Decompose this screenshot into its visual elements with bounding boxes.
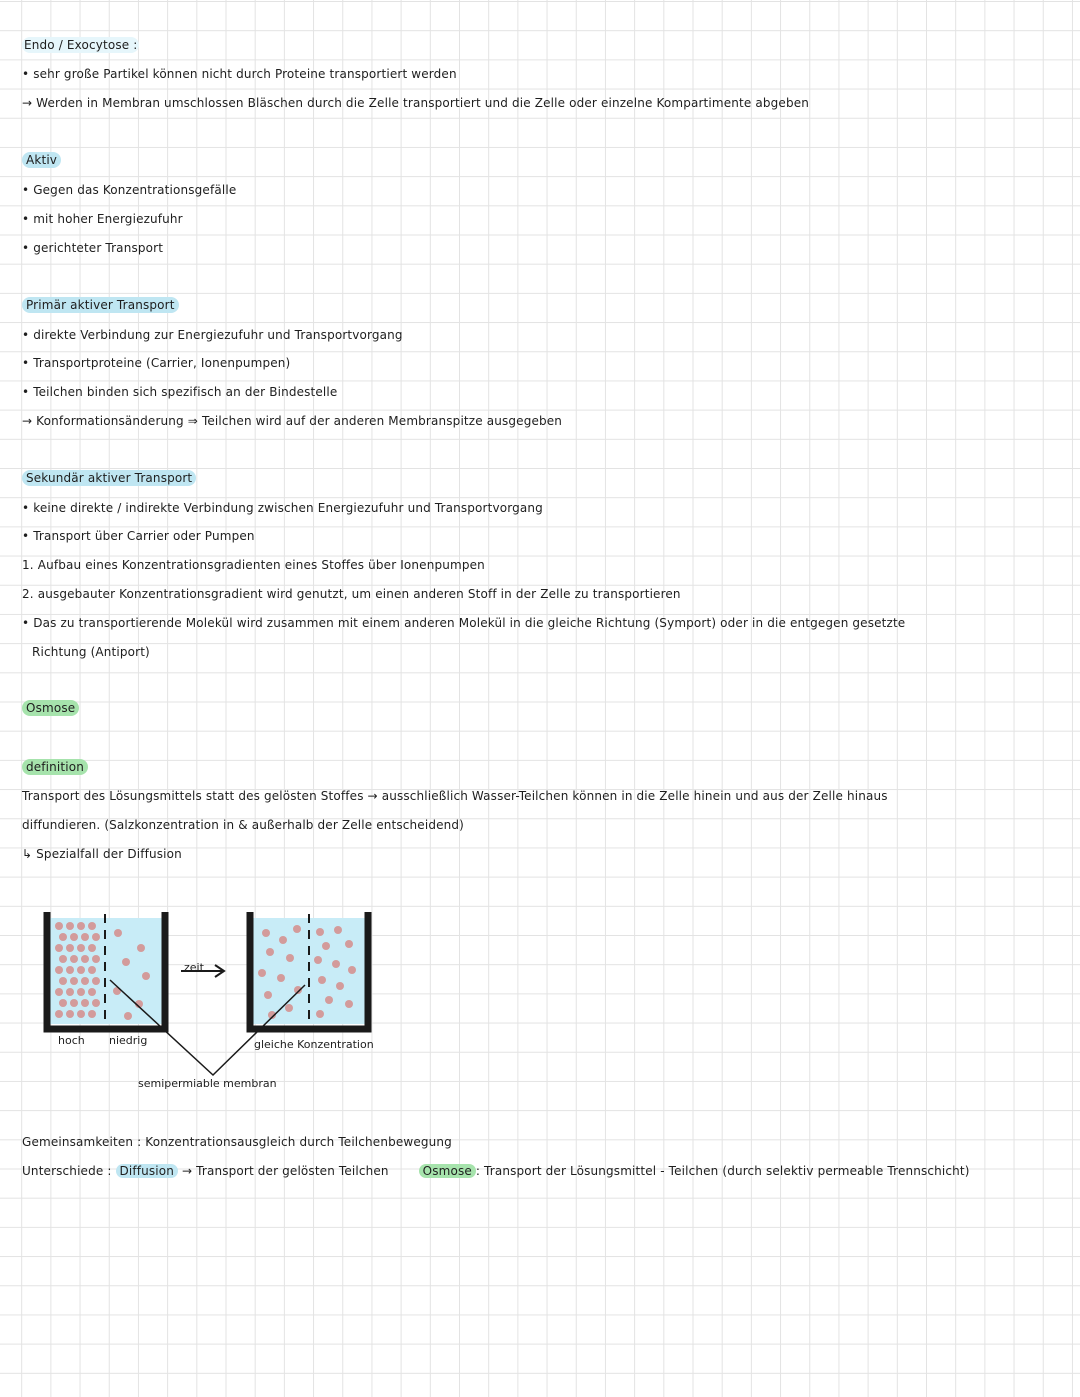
particle [285,1004,293,1012]
particle [70,999,78,1007]
particle [316,928,324,936]
section-heading-aktiv: Aktiv [22,152,61,168]
particle [124,1012,132,1020]
aktiv-item-2: • mit hoher Energiezufuhr [22,212,183,226]
particle [59,955,67,963]
osmose-highlight: Osmose [419,1164,476,1178]
particle [322,942,330,950]
endo-line-2: → Werden in Membran umschlossen Bläschen durch die Zelle transportiert und die Zelle oder einzelne Kompartimente abgeben [22,96,810,110]
section-heading-osmose: Osmose [22,700,79,716]
arrow-label-zeit: zeit [184,961,204,974]
particle [314,956,322,964]
gemeinsamkeiten-label: Gemeinsamkeiten : [22,1135,142,1149]
particle [55,1010,63,1018]
sekundaer-item-3: 1. Aufbau eines Konzentrationsgradienten eines Stoffes über Ionenpumpen [22,558,485,572]
sekundaer-item-6: Richtung (Antiport) [32,645,150,659]
particle [81,933,89,941]
osmose-definition-line-2: diffundieren. (Salzkonzentration in & außerhalb der Zelle entscheidend) [22,818,464,832]
particle [137,944,145,952]
particle [336,982,344,990]
particle [70,977,78,985]
label-niedrig: niedrig [109,1034,148,1047]
primaer-item-2: • Transportproteine (Carrier, Ionenpumpen) [22,356,291,370]
particle [70,933,78,941]
aktiv-item-3: • gerichteter Transport [22,241,164,255]
particle [59,977,67,985]
particle [88,988,96,996]
section-heading-primaer-aktiver-transport: Primär aktiver Transport [22,297,179,313]
particle [348,966,356,974]
particle [332,960,340,968]
particle [114,929,122,937]
particle [277,974,285,982]
particle [66,966,74,974]
particle [266,948,274,956]
sekundaer-item-4: 2. ausgebauter Konzentrationsgradient wird genutzt, um einen anderen Stoff in der Zelle zu transportieren [22,587,681,601]
particle [92,933,100,941]
particle [318,976,326,984]
particle [92,977,100,985]
particle [293,925,301,933]
particle [88,1010,96,1018]
primaer-item-1: • direkte Verbindung zur Energiezufuhr und Transportvorgang [22,328,403,342]
gemeinsamkeiten-text: Konzentrationsausgleich durch Teilchenbewegung [145,1135,452,1149]
particle [92,955,100,963]
particle [77,1010,85,1018]
label-semipermeable-membran: semipermiable membran [138,1077,277,1090]
osmose-text: : Transport der Lösungsmittel - Teilchen (durch selektiv permeable Trennschicht) [475,1164,970,1178]
particle [70,955,78,963]
particle [59,933,67,941]
definition-heading: definition [22,759,88,775]
particle [81,977,89,985]
particle [66,922,74,930]
aktiv-item-1: • Gegen das Konzentrationsgefälle [22,183,237,197]
particle [66,944,74,952]
diffusion-text: → Transport der gelösten Teilchen [182,1164,389,1178]
sekundaer-item-5: • Das zu transportierende Molekül wird zusammen mit einem anderen Molekül in die gleiche Richtung (Symport) oder in die entgegen gesetzte [22,616,906,630]
sekundaer-item-1: • keine direkte / indirekte Verbindung zwischen Energiezufuhr und Transportvorgang [22,501,543,515]
particle [262,929,270,937]
particle [81,955,89,963]
particle [81,999,89,1007]
particle [55,988,63,996]
label-hoch: hoch [58,1034,85,1047]
primaer-item-4: → Konformationsänderung ⇒ Teilchen wird auf der anderen Membranspitze ausgegeben [22,414,563,428]
osmose-definition-line-1: Transport des Lösungsmittels statt des gelösten Stoffes → ausschließlich Wasser-Teilchen können in die Zelle hinein und aus der Zelle hinaus [22,789,888,803]
particle [334,926,342,934]
section-heading-endo-exocytose: Endo / Exocytose : [24,38,138,52]
particle [77,922,85,930]
particle [66,988,74,996]
particle [66,1010,74,1018]
particle [258,969,266,977]
particle [55,922,63,930]
sekundaer-item-2: • Transport über Carrier oder Pumpen [22,529,255,543]
particle [316,1010,324,1018]
unterschiede-label: Unterschiede : [22,1164,112,1178]
particle [345,1000,353,1008]
particle [88,922,96,930]
particle [77,988,85,996]
particle [264,991,272,999]
endo-line-1: • sehr große Partikel können nicht durch Proteine transportiert werden [22,67,457,81]
particle [59,999,67,1007]
primaer-item-3: • Teilchen binden sich spezifisch an der Bindestelle [22,385,338,399]
particle [55,944,63,952]
particle [279,936,287,944]
particle [92,999,100,1007]
particle [345,940,353,948]
particle [142,972,150,980]
particle [325,996,333,1004]
gemeinsamkeiten-line [22,1134,452,1150]
diffusion-highlight: Diffusion [116,1164,179,1178]
particle [77,944,85,952]
particle [88,966,96,974]
label-gleiche-konzentration: gleiche Konzentration [254,1038,374,1051]
unterschiede-line [22,1163,970,1179]
particle [77,966,85,974]
particle [122,958,130,966]
particle [286,954,294,962]
particle [88,944,96,952]
osmose-definition-line-3: ↳ Spezialfall der Diffusion [22,847,182,861]
section-heading-sekundaer-aktiver-transport: Sekundär aktiver Transport [22,470,196,486]
particle [55,966,63,974]
